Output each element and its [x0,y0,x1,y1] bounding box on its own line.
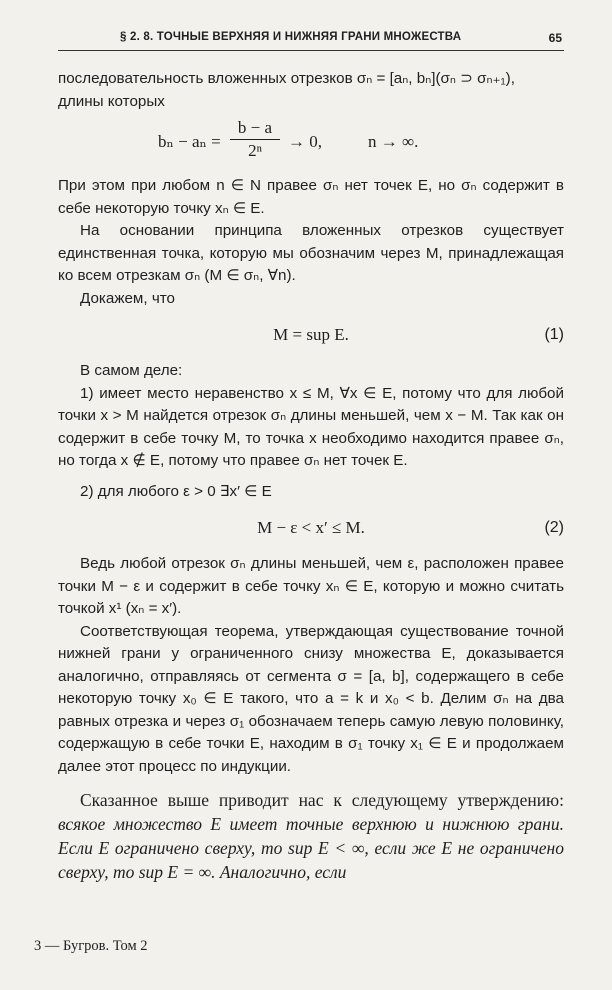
equation-2-body: M − ε < x′ ≤ M. [257,518,365,537]
paragraph-1-line-2: длины которых [58,92,165,110]
formula-condition: n → ∞. [368,132,419,151]
equation-1 [58,318,564,352]
page-number: 65 [548,31,562,45]
closing-italic: всякое множество E имеет точные верхнюю и нижнюю грани. Если E ограничено сверху, то sup E < ∞, если же E не ограничено сверху, то sup E = ∞. Аналогично, если [58,814,564,882]
paragraph-3: На основании принципа вложенных отрезков существует единственная точка, которую мы обозначим через M, принадлежащая ко всем отрезкам σₙ (M ∈ σₙ, ∀n). [58,222,564,284]
equation-2 [58,511,564,545]
equation-1-number: (1) [544,326,564,343]
equation-1-body: M = sup E. [273,325,349,344]
running-header [58,28,564,51]
paragraph-2: При этом при любом n ∈ N правее σₙ нет точек E, но σₙ содержит в себе некоторую точку xₙ ∈ E. [58,177,564,217]
paragraph-4: Докажем, что [80,289,175,307]
paragraph-7: 2) для любого ε > 0 ∃x′ ∈ E [80,482,272,500]
paragraph-1-line-1: последовательность вложенных отрезков σₙ = [aₙ, bₙ](σₙ ⊃ σₙ₊₁), [58,70,515,87]
page-body [58,68,564,884]
header-title: § 2. 8. ТОЧНЫЕ ВЕРХНЯЯ И НИЖНЯЯ ГРАНИ МНОЖЕСТВА [120,31,462,43]
closing-paragraph [58,788,564,884]
equation-2-number: (2) [544,519,564,536]
footer-signature: 3 — Бугров. Том 2 [34,938,148,954]
formula-fraction [230,117,280,162]
paragraph-8: Ведь любой отрезок σₙ длины меньшей, чем ε, расположен правее точки M − ε и содержит в себе точку xₙ ∈ E, которую и можно считать точкой x¹ (xₙ = x′). [58,555,564,617]
paragraph-9: Соответствующая теорема, утверждающая существование точной нижней грани у ограниченного снизу множества E, доказывается аналогично, отправляясь от сегмента σ = [a, b], содержащего в себе некоторую точку x₀ ∈ E такого, что a = k и x₀ < b. Делим σₙ на два равных отрезка и через σ₁ обозначаем теперь самую левую половинку, содержащую в себе точки E, находим в σ₁ точку x₁ ∈ E и продолжаем далее этот процесс по индукции. [58,622,564,775]
fraction-numerator: b − a [230,117,280,140]
formula-lhs: bₙ − aₙ = [158,132,221,151]
formula-length-limit [58,117,564,167]
formula-rhs: → 0, [288,132,322,151]
paragraph-6: 1) имеет место неравенство x ≤ M, ∀x ∈ E, потому что для любой точки x > M найдется отрезок σₙ длины меньшей, чем x − M. Так как он содержит в себе точку M, то точка x необходимо находится правее σₙ, но тогда x ∉ E, потому что правее σₙ нет точек E. [58,384,564,469]
paragraph-5: В самом деле: [80,362,183,379]
fraction-denominator: 2ⁿ [248,141,262,160]
closing-lead: Сказанное выше приводит нас к следующему утверждению: [80,790,564,810]
